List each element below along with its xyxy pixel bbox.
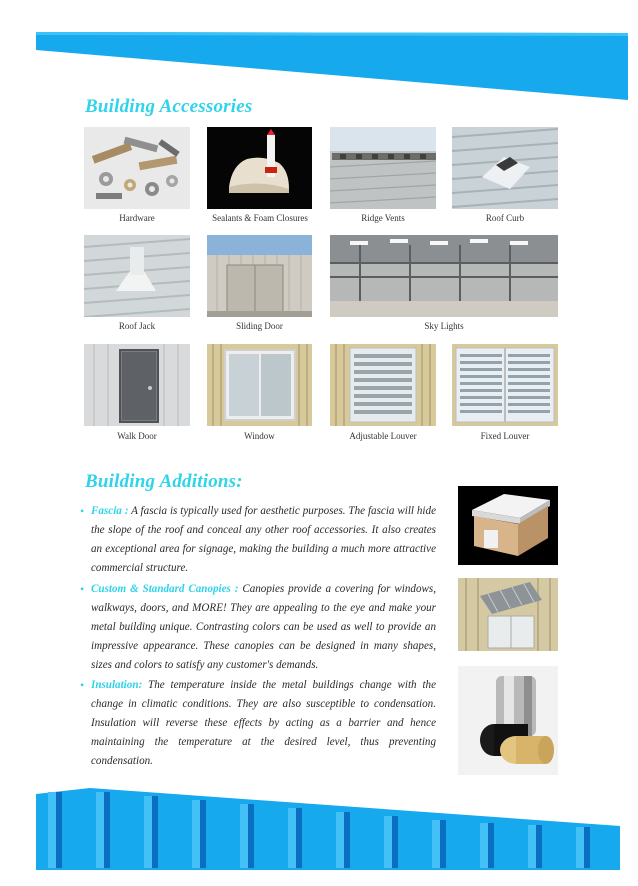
sealant-photo <box>207 127 312 209</box>
insulation-paragraph <box>80 676 436 771</box>
sliding-door-photo <box>207 235 312 317</box>
canopies-text: Canopies provide a covering for windows, walkways, doors, and MORE! They are appealing to the eye and make your metal building unique. Contrasting colors can be used as well to provide an impressive appearance. These canopies can be designed in many shapes, sizes and colors to satisfy any customer's demands. <box>91 583 436 671</box>
canopy-photo <box>458 578 558 651</box>
caption-sliding-door: Sliding Door <box>236 321 283 331</box>
window-photo <box>207 344 312 426</box>
fascia-term: Fascia : <box>91 505 129 517</box>
caption-window: Window <box>244 431 275 441</box>
building-additions-heading: Building Additions: <box>85 471 243 492</box>
caption-hardware: Hardware <box>119 213 155 223</box>
corrugated-roof-footer <box>0 770 638 886</box>
fascia-paragraph <box>80 502 436 578</box>
fascia-photo <box>458 486 558 565</box>
ridge-vent-photo <box>330 127 436 209</box>
building-accessories-heading: Building Accessories <box>85 96 253 117</box>
fascia-text: A fascia is typically used for aesthetic purposes. The fascia will hide the slope of the roof and conceal any other roof accessories. It also creates an exceptional area for signage, making the building a much more attractive commercial structure. <box>91 505 436 574</box>
caption-sky-lights: Sky Lights <box>424 321 464 331</box>
bullet-icon: • <box>80 504 85 518</box>
canopies-paragraph <box>80 580 436 675</box>
caption-fixed-louver: Fixed Louver <box>480 431 530 441</box>
hardware-photo <box>84 127 190 209</box>
caption-adjustable-louver: Adjustable Louver <box>349 431 417 441</box>
bullet-icon: • <box>80 678 85 692</box>
bullet-icon: • <box>80 582 85 596</box>
caption-roof-curb: Roof Curb <box>485 213 525 223</box>
fixed-louver-photo <box>452 344 558 426</box>
insulation-term: Insulation: <box>91 679 143 691</box>
insulation-text: The temperature inside the metal buildings change with the change in climatic conditions. They are also susceptible to condensation. Insulation will reverse these effects by acting as a barrier and hence maintaining the temperature at the desired level, thus preventing condensation. <box>91 679 436 767</box>
caption-roof-jack: Roof Jack <box>118 321 156 331</box>
canopies-term: Custom & Standard Canopies : <box>91 583 239 595</box>
caption-walk-door: Walk Door <box>117 431 157 441</box>
roof-jack-photo <box>84 235 190 317</box>
caption-sealants: Sealants & Foam Closures <box>212 213 308 223</box>
caption-ridge-vents: Ridge Vents <box>361 213 405 223</box>
top-banner-stripe <box>0 0 638 110</box>
roof-curb-photo <box>452 127 558 209</box>
sky-lights-photo <box>330 235 558 317</box>
insulation-photo <box>458 666 558 775</box>
walk-door-photo <box>84 344 190 426</box>
adjustable-louver-photo <box>330 344 436 426</box>
